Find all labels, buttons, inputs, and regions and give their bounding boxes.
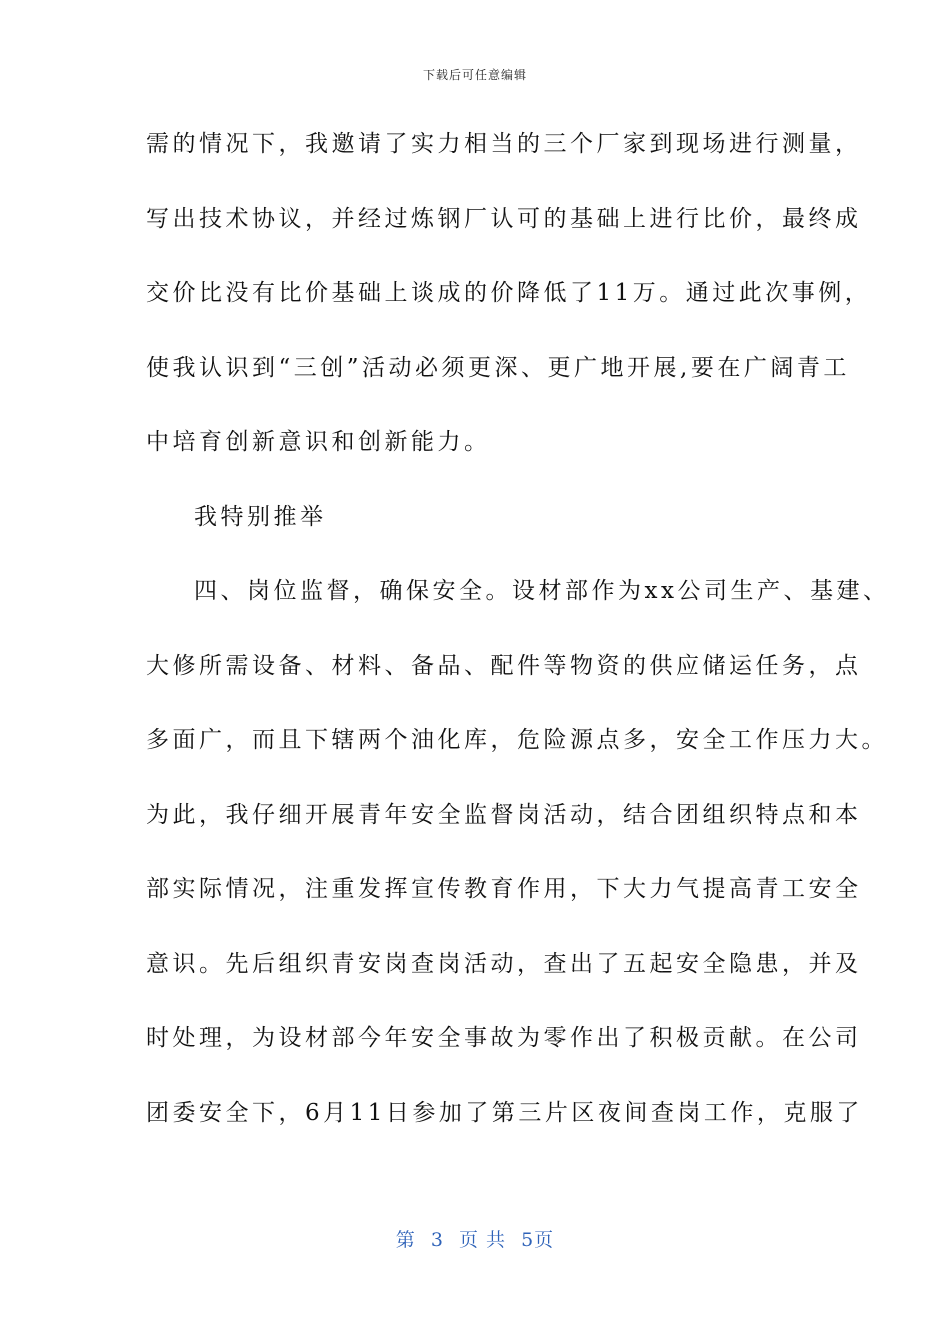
body-line: 大修所需设备、材料、备品、配件等物资的供应储运任务，点 — [146, 652, 862, 679]
total-pages: 5页 — [521, 1229, 555, 1251]
footer-prefix: 第 — [395, 1229, 416, 1251]
body-line: 为此，我仔细开展青年安全监督岗活动，结合团组织特点和本 — [146, 801, 862, 828]
body-line: 我特别推举 — [194, 503, 327, 530]
body-line: 四、岗位监督，确保安全。设材部作为xx公司生产、基建、 — [194, 578, 890, 604]
page-footer — [0, 1225, 950, 1252]
current-page-number: 3 — [430, 1229, 444, 1251]
document-body — [146, 123, 890, 1166]
page-header: 下载后可任意编辑 — [422, 68, 527, 82]
body-line: 中培育创新意识和创新能力。 — [146, 429, 491, 455]
body-line: 需的情况下，我邀请了实力相当的三个厂家到现场进行测量， — [146, 131, 862, 157]
body-line: 写出技术协议，并经过炼钢厂认可的基础上进行比价，最终成 — [146, 205, 862, 232]
body-line: 部实际情况，注重发挥宣传教育作用，下大力气提高青工安全 — [146, 876, 862, 902]
body-line: 使我认识到“三创”活动必须更深、更广地开展,要在广阔青工 — [146, 354, 850, 381]
body-line: 时处理，为设材部今年安全事故为零作出了积极贡献。在公司 — [146, 1025, 862, 1051]
footer-mid: 页 共 — [459, 1229, 507, 1251]
body-line: 交价比没有比价基础上谈成的价降低了11万。通过此次事例， — [146, 280, 872, 306]
body-line: 团委安全下，6月11日参加了第三片区夜间查岗工作，克服了 — [146, 1099, 863, 1126]
body-line: 多面广，而且下辖两个油化库，危险源点多，安全工作压力大。 — [146, 727, 888, 753]
body-line: 意识。先后组织青安岗查岗活动，查出了五起安全隐患，并及 — [146, 950, 862, 977]
